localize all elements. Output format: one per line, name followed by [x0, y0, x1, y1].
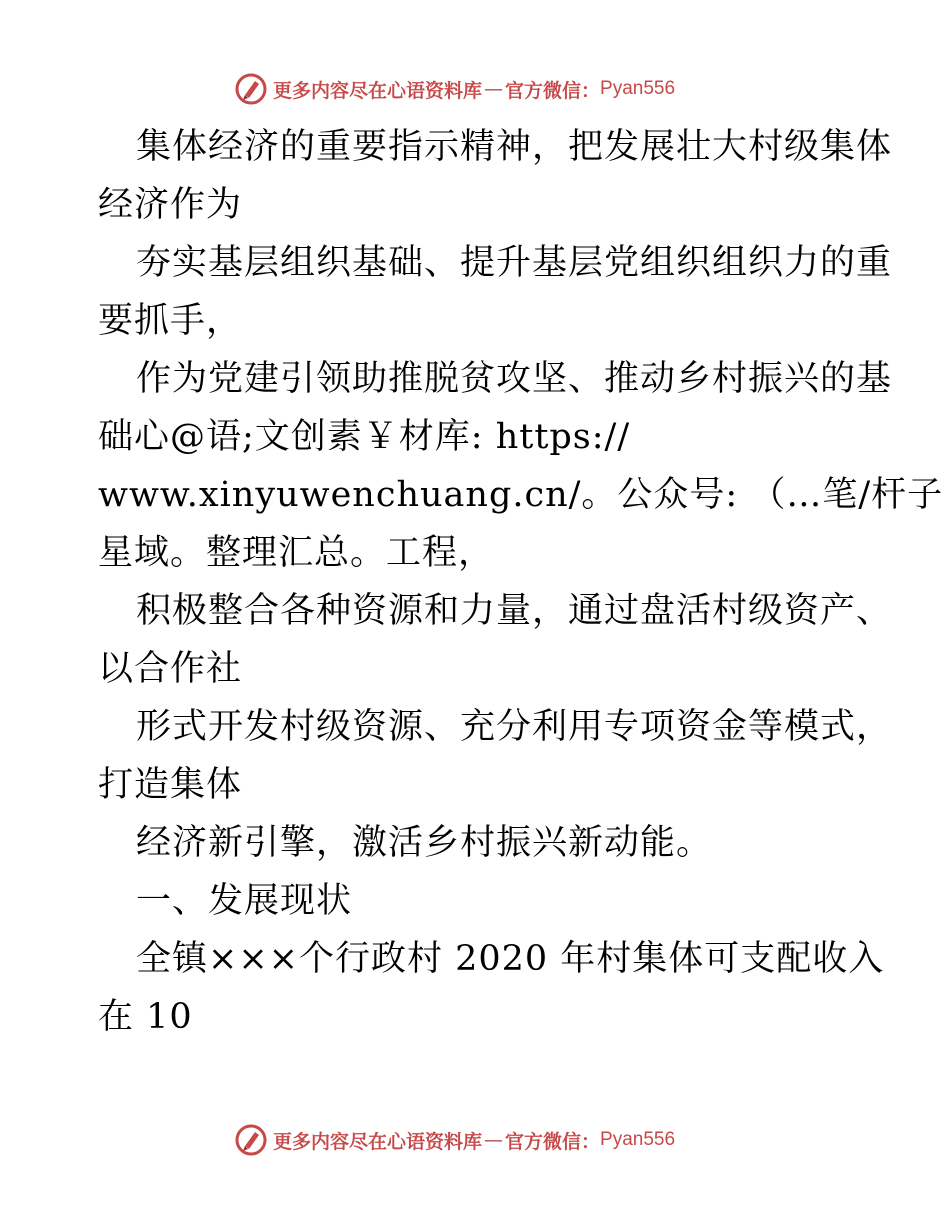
text-line: 全镇×××个行政村 2020 年村集体可支配收入: [136, 939, 885, 979]
text-line: 集体经济的重要指示精神，把发展壮大村级集体: [136, 127, 893, 167]
text-line: 要抓手，: [98, 301, 243, 341]
banner-wechat-id: Pyan556: [600, 78, 676, 99]
text-line: www.xinyuwenchuang.cn/。公众号: （…笔/杆子: [98, 475, 944, 515]
text-line: 在 10: [98, 997, 193, 1037]
header-banner: [235, 72, 755, 106]
text-line: 夯实基层组织基础、提升基层党组织组织力的重: [136, 243, 893, 283]
text-line: 星域。整理汇总。工程，: [98, 533, 495, 573]
text-line: 经济新引擎，激活乡村振兴新动能。: [136, 823, 713, 863]
banner-wechat-label: 官方微信：: [505, 79, 601, 102]
banner-text: 更多内容尽在心语资料库: [273, 1130, 483, 1153]
section-heading: 一、发展现状: [136, 881, 353, 921]
pen-logo-icon: [235, 73, 267, 105]
text-line: 形式开发村级资源、充分利用专项资金等模式，: [136, 707, 893, 747]
text-line: 经济作为: [98, 185, 243, 225]
banner-text: 更多内容尽在心语资料库: [273, 79, 483, 102]
text-line: 积极整合各种资源和力量，通过盘活村级资产、: [136, 591, 893, 631]
text-line: 作为党建引领助推脱贫攻坚、推动乡村振兴的基: [136, 359, 893, 399]
footer-banner: [235, 1123, 755, 1157]
banner-wechat-id: Pyan556: [600, 1129, 676, 1150]
banner-dash: —: [484, 78, 504, 100]
banner-wechat-label: 官方微信：: [505, 1130, 601, 1153]
document-body: [98, 118, 944, 1046]
text-line: 打造集体: [98, 765, 243, 805]
text-line: 以合作社: [98, 649, 243, 689]
text-line: 础心@语;文创素￥材库: https://: [98, 417, 631, 457]
pen-logo-icon: [235, 1124, 267, 1156]
banner-dash: —: [484, 1129, 504, 1151]
